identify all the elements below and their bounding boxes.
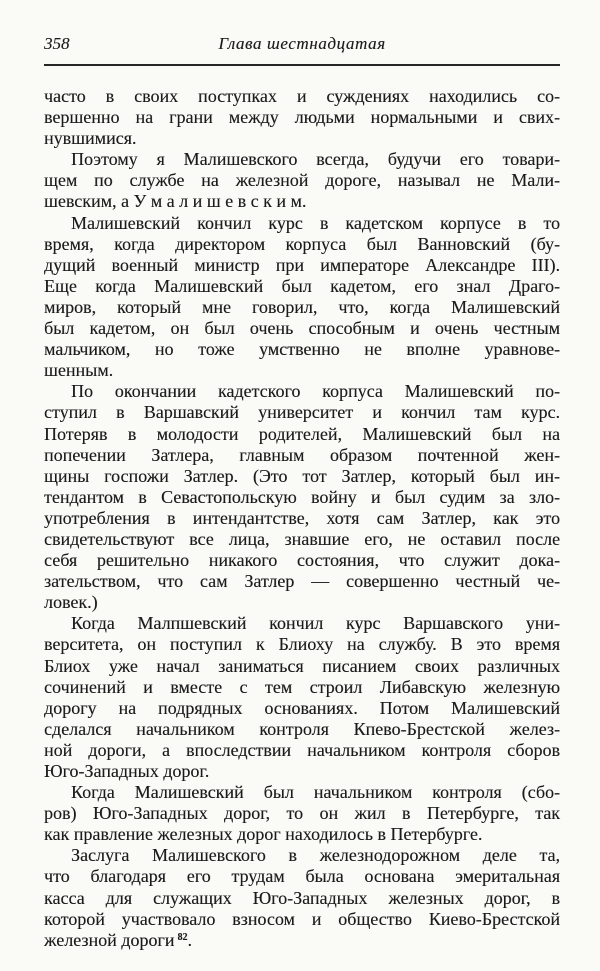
page-number: 358 bbox=[44, 34, 70, 53]
text-line: сделался начальником контроля Кпево-Брестской желез- bbox=[44, 718, 560, 739]
text-line: вершенно на грани между людьми нормальными и свих- bbox=[44, 107, 560, 128]
text-line: ступил в Варшавский университет и кончил там курс. bbox=[44, 402, 560, 423]
text-line: тендантом в Севастопольскую войну и был судим за зло- bbox=[44, 486, 560, 507]
paragraph bbox=[44, 213, 560, 382]
text-line: По окончании кадетского корпуса Малишевский по- bbox=[71, 381, 560, 402]
text-line: Когда Малпшевский кончил курс Варшавского уни- bbox=[71, 613, 560, 634]
text-line: Юго-Западных дорог. bbox=[44, 761, 210, 781]
text-line: сочинений и вместе с тем строил Либавскую железную bbox=[44, 676, 560, 697]
text-line: что благодаря его трудам была основана эмеритальная bbox=[44, 866, 560, 887]
text-line: мальчиком, но тоже умственно не вполне уравнове- bbox=[44, 339, 560, 360]
text-line: себя решительно никакого состояния, что служит дока- bbox=[44, 550, 560, 571]
text-line: время, когда директором корпуса был Ванновский (бу- bbox=[44, 233, 560, 254]
text-line: ловек.) bbox=[44, 592, 98, 613]
text-line: миров, который мне говорил, что, когда Малишевский bbox=[44, 296, 560, 317]
text-line: был кадетом, он был очень способным и очень честным bbox=[44, 318, 560, 339]
text-line: свидетельствуют все лица, знавшие его, не оставил после bbox=[44, 528, 560, 549]
header-rule bbox=[44, 64, 560, 66]
text-line: щины госпожи Затлер. (Это тот Затлер, который был ин- bbox=[44, 465, 560, 486]
text-line: Поэтому я Малишевского всегда, будучи его товари- bbox=[71, 149, 560, 170]
text-segment: . bbox=[187, 929, 192, 950]
text-line: Малишевский кончил курс в кадетском корпусе в то bbox=[71, 212, 560, 233]
paragraph bbox=[44, 86, 560, 149]
text-line: касса для служащих Юго-Западных железных дорог, в bbox=[44, 887, 560, 908]
text-line: часто в своих поступках и суждениях находились со- bbox=[44, 86, 560, 106]
text-line: дущий военный министр при императоре Александре III). bbox=[44, 254, 560, 275]
text-line: попечении Затлера, главным образом почтенной жен- bbox=[44, 444, 560, 465]
text-line: шенным. bbox=[44, 360, 114, 381]
footnote-reference: 82 bbox=[177, 931, 188, 943]
text-line: как правление железных дорог находилось в Петербурге. bbox=[44, 824, 483, 845]
paragraph bbox=[44, 149, 560, 212]
text-line: дорогу на подрядных основаниях. Потом Малишевский bbox=[44, 697, 560, 718]
text-line: Блиох уже начал заниматься писанием своих различных bbox=[44, 655, 560, 676]
paragraph bbox=[44, 613, 560, 782]
text-line: верситета, он поступил к Блиоху на службу. В это время bbox=[44, 634, 560, 655]
text-line: Заслуга Малишевского в железнодорожном деле та, bbox=[71, 845, 560, 866]
text-line: Когда Малишевский был начальником контроля (сбо- bbox=[71, 782, 560, 803]
text-line: употребления в интендантстве, хотя сам Затлер, как это bbox=[44, 507, 560, 528]
paragraph bbox=[44, 782, 560, 845]
text-line: которой участвовало взносом и общество Киево-Брестской bbox=[44, 908, 560, 929]
paragraph bbox=[44, 845, 560, 950]
text-line: нувшимися. bbox=[44, 128, 137, 149]
text-line: щем по службе на железной дороге, называл не Мали- bbox=[44, 170, 560, 191]
running-head: Глава шестнадцатая bbox=[218, 34, 386, 53]
text-line: зательством, что сам Затлер — совершенно честный че- bbox=[44, 571, 560, 592]
text-segment: железной дороги bbox=[44, 929, 175, 950]
paragraph bbox=[44, 381, 560, 613]
page-body bbox=[44, 86, 560, 951]
text-line: Потеряв в молодости родителей, Малишевский был на bbox=[44, 423, 560, 444]
text-line: шевским, а У м а л и ш е в с к и м. bbox=[44, 191, 307, 212]
text-line: ной дороги, а впоследствии начальником контроля сборов bbox=[44, 739, 560, 760]
text-line: ров) Юго-Западных дорог, то он жил в Петербурге, так bbox=[44, 803, 560, 824]
page-header bbox=[44, 34, 560, 58]
text-line bbox=[44, 930, 560, 951]
text-line: Еще когда Малишевский был кадетом, его знал Драго- bbox=[44, 275, 560, 296]
